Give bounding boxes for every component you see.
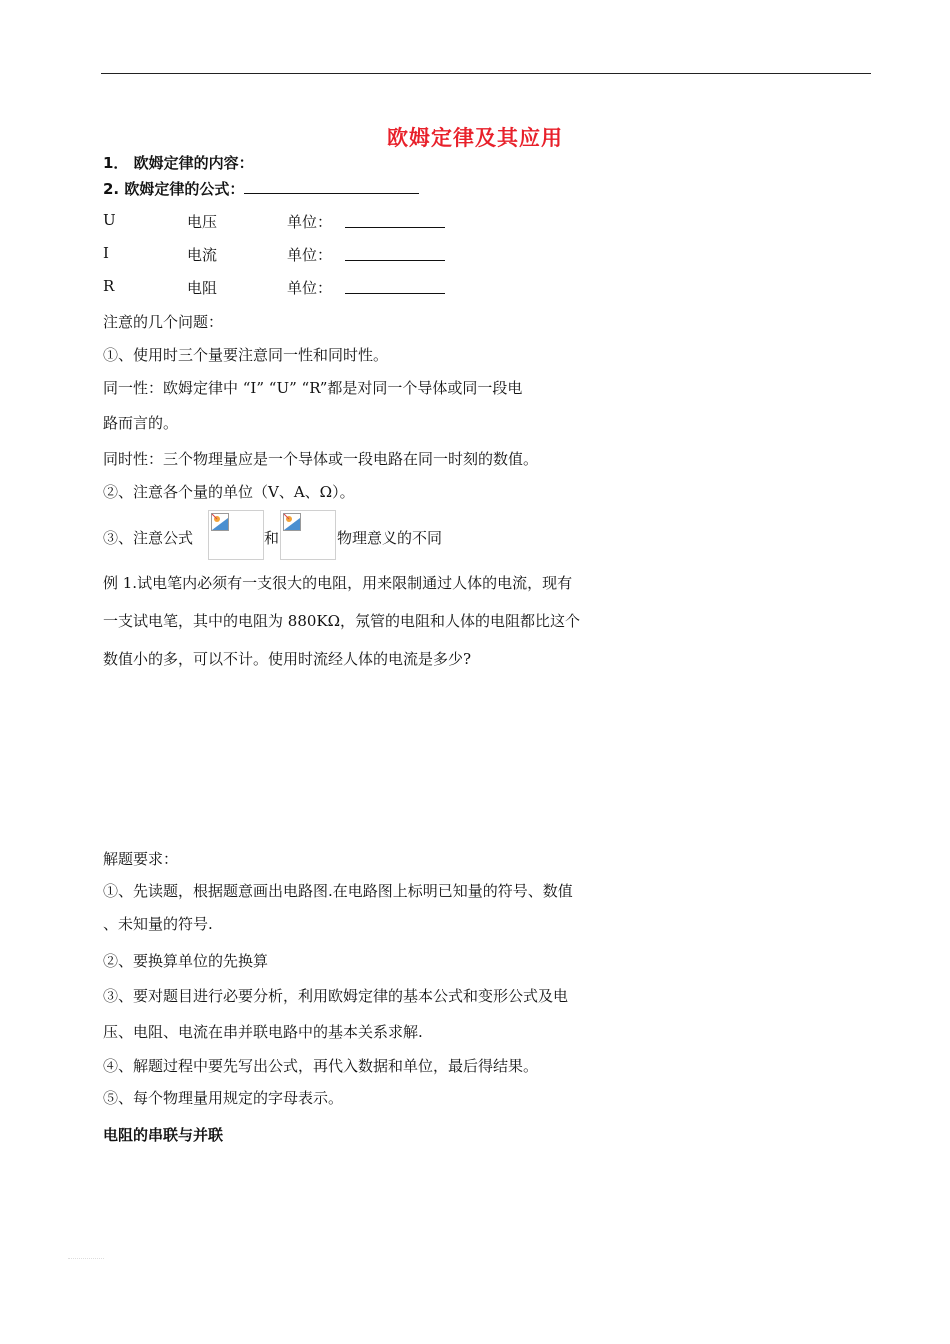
footer-mark <box>68 1258 104 1259</box>
unit-label: 单位： <box>287 279 333 297</box>
unit-blank-current[interactable] <box>345 246 445 261</box>
section-heading-series-parallel: 电阻的串联与并联 <box>103 1126 224 1144</box>
requirement-2: ②、要换算单位的先换算 <box>103 952 269 970</box>
note-1: ①、使用时三个量要注意同一性和同时性。 <box>103 346 389 364</box>
unit-label: 单位： <box>287 246 333 264</box>
formula-image-2 <box>280 510 336 560</box>
note-2: ②、注意各个量的单位（V、A、Ω）。 <box>103 483 355 501</box>
broken-image-icon <box>211 513 229 531</box>
requirement-3-line-2: 压、电阻、电流在串并联电路中的基本关系求解. <box>103 1023 423 1041</box>
unit-blank-resistance[interactable] <box>345 279 445 294</box>
quantity-voltage: 电压 <box>187 213 218 231</box>
requirement-1-line-1: ①、先读题，根据题意画出电路图.在电路图上标明已知量的符号、数值 <box>103 882 573 900</box>
notes-heading: 注意的几个问题： <box>103 313 224 331</box>
sameness-line-2: 路而言的。 <box>103 414 179 432</box>
example-line-2: 一支试电笔，其中的电阻为 880KΩ，氖管的电阻和人体的电阻都比这个 <box>103 612 581 630</box>
symbol-i: I <box>103 244 109 262</box>
question-2 <box>103 178 419 199</box>
question-1: 1． 欧姆定律的内容： <box>103 154 254 172</box>
page-title: 欧姆定律及其应用 <box>387 126 563 150</box>
example-line-3: 数值小的多，可以不计。使用时流经人体的电流是多少? <box>103 650 472 668</box>
requirement-3-line-1: ③、要对题目进行必要分析，利用欧姆定律的基本公式和变形公式及电 <box>103 987 569 1005</box>
symbol-r: R <box>103 277 115 295</box>
note-3-and: 和 <box>264 529 280 547</box>
requirement-1-line-2: 、未知量的符号. <box>103 915 213 933</box>
note-3-prefix: ③、注意公式 <box>103 529 194 547</box>
symbol-u: U <box>103 211 116 229</box>
quantity-resistance: 电阻 <box>187 279 218 297</box>
requirement-5: ⑤、每个物理量用规定的字母表示。 <box>103 1089 344 1107</box>
quantity-current: 电流 <box>187 246 218 264</box>
note-3-suffix: 物理意义的不同 <box>337 529 443 547</box>
unit-label: 单位： <box>287 213 333 231</box>
question-2-text: 2. 欧姆定律的公式： <box>103 180 245 198</box>
sameness-line-1: 同一性：欧姆定律中 “I” “U” “R”都是对同一个导体或同一段电 <box>103 379 523 397</box>
formula-blank[interactable] <box>244 179 419 194</box>
header-rule <box>101 73 871 74</box>
example-line-1: 例 1.试电笔内必须有一支很大的电阻，用来限制通过人体的电流，现有 <box>103 574 573 592</box>
simultaneity-line: 同时性：三个物理量应是一个导体或一段电路在同一时刻的数值。 <box>103 450 539 468</box>
formula-image-1 <box>208 510 264 560</box>
requirements-heading: 解题要求： <box>103 850 179 868</box>
broken-image-icon <box>283 513 301 531</box>
unit-blank-voltage[interactable] <box>345 213 445 228</box>
requirement-4: ④、解题过程中要先写出公式，再代入数据和单位，最后得结果。 <box>103 1057 539 1075</box>
